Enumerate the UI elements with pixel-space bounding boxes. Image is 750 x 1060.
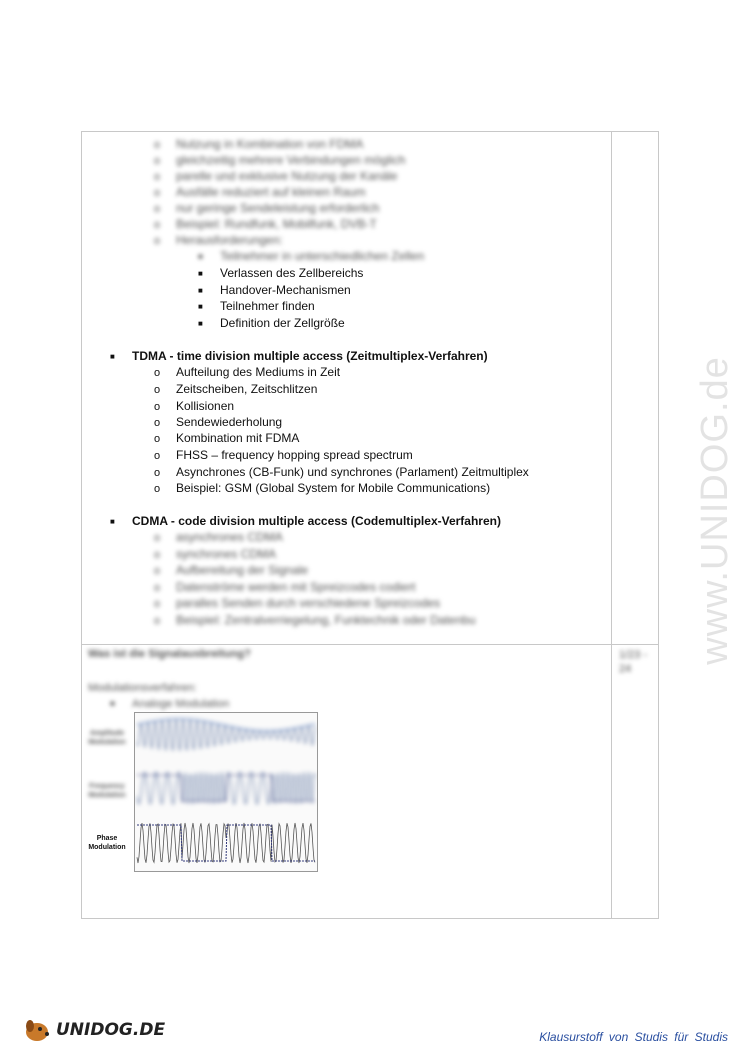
dog-icon [22,1017,52,1043]
question-subtitle: Modulationsverfahren: [88,682,197,694]
frequency-wave [137,772,315,804]
list-item: o Nutzung in Kombination von FDMA [154,137,364,151]
list-item: o Kollisionen [154,399,235,413]
cdma-heading: ■ CDMA - code division multiple access (Codemultiplex-Verfahren) [110,514,501,528]
list-item: ■ Teilnehmer in unterschiedlichen Zellen [198,249,425,263]
phase-label: Phase Modulation [88,835,126,851]
list-item: o parelle und exklusive Nutzung der Kanäle [154,169,398,183]
list-item: ■ Teilnehmer finden [198,299,315,313]
list-item: ■ Analoge Modulation [110,698,230,710]
list-item: o Kombination mit FDMA [154,431,300,445]
list-item: ■ Verlassen des Zellbereichs [198,266,364,280]
list-item: o gleichzeitig mehrere Verbindungen möglich [154,153,406,167]
list-item: o Beispiel: Zentralverriegelung, Funktechnik oder Datenbu [154,613,476,627]
list-item: o Herausforderungen: [154,233,283,247]
list-item: o Ausfälle reduziert auf kleinen Raum [154,185,366,199]
document-table [81,131,659,919]
list-item: o Sendewiederholung [154,415,283,429]
list-item: o Aufteilung des Mediums in Zeit [154,365,341,379]
list-item: o paralles Senden durch verschiedene Spreizcodes [154,596,441,610]
list-item: o FHSS – frequency hopping spread spectrum [154,448,413,462]
list-item: o synchrones CDMA [154,547,277,561]
list-item: o Datenströme werden mit Spreizcodes codiert [154,580,416,594]
unidog-logo [22,1017,165,1043]
phase-wave [137,823,315,863]
list-item: o Zeitscheiben, Zeitschlitzen [154,382,318,396]
row-divider [82,644,658,645]
question-title: Was ist die Signalausbreitung? [88,648,251,660]
footer-tagline: Klausurstoff von Studis für Studis [539,1030,728,1044]
list-item: ■ Handover-Mechanismen [198,283,351,297]
page-reference: 1/23 - 24 [619,649,648,675]
list-item: o Aufbereitung der Signale [154,563,309,577]
tdma-heading: ■ TDMA - time division multiple access (Zeitmultiplex-Verfahren) [110,349,488,363]
frequency-label: Frequency Modulation [88,783,126,799]
amplitude-label: Amplitude Modulation [88,730,126,746]
modulation-waves [135,713,317,871]
list-item: o Beispiel: Rundfunk, Mobilfunk, DVB-T [154,217,377,231]
watermark: www.UNIDOG.de [693,355,736,665]
modulation-figure [134,712,318,872]
list-item: o Asynchrones (CB-Funk) und synchrones (Parlament) Zeitmultiplex [154,465,529,479]
list-item: o Beispiel: GSM (Global System for Mobile Communications) [154,481,491,495]
amplitude-wave [137,719,315,750]
column-divider [611,132,612,918]
list-item: o asynchrones CDMA [154,530,283,544]
list-item: ■ Definition der Zellgröße [198,316,345,330]
list-item: o nur geringe Sendeleistung erforderlich [154,201,380,215]
logo-text: UNIDOG.DE [56,1020,166,1040]
